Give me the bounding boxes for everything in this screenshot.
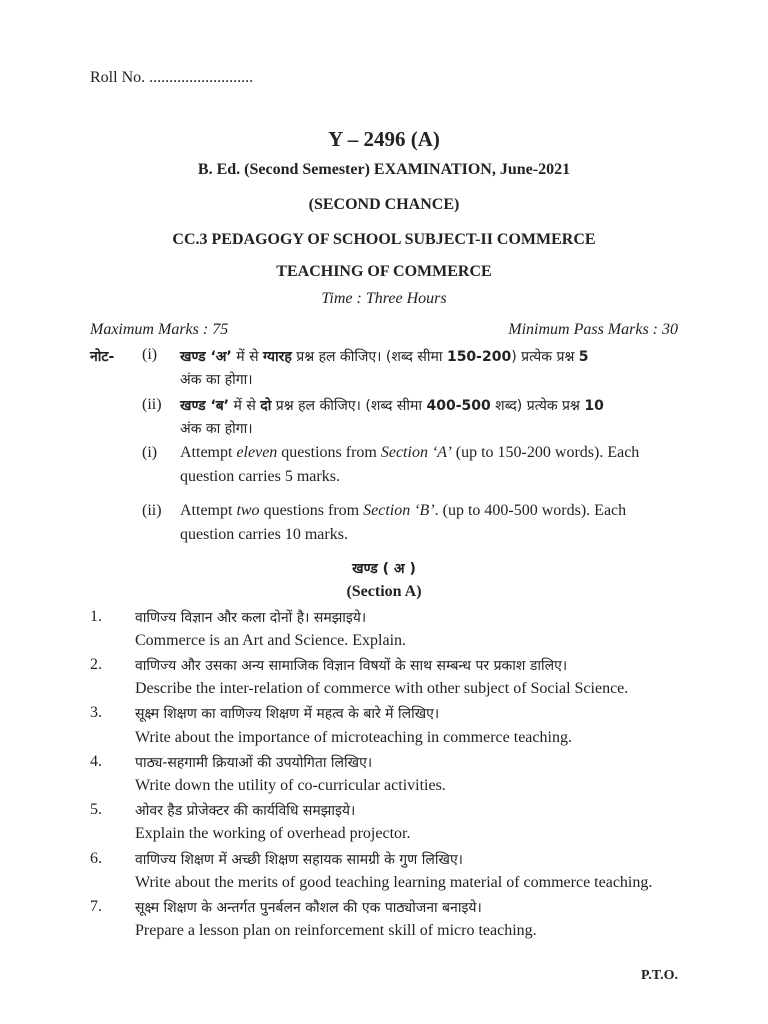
question-7-hindi: सूक्ष्म शिक्षण के अन्तर्गत पुनर्बलन कौशल की एक पाठ्योजना बनाइये। [135,900,482,916]
note-english-1-number: (i) [142,444,158,461]
note-hindi-1-text-run-1: में से [231,349,263,365]
note-hindi-2-text-run-2: दो [260,398,272,414]
time-allowed: Time : Three Hours [321,290,447,307]
minimum-pass-marks: Minimum Pass Marks : 30 [508,321,678,338]
question-1-number: 1. [90,608,102,625]
note-hindi-1-text-run-5: ) प्रत्येक प्रश्न [511,349,579,365]
subject-subtitle: TEACHING OF COMMERCE [276,263,492,280]
question-5-hindi: ओवर हैड प्रोजेक्टर की कार्यविधि समझाइये। [135,803,356,819]
note-hindi-2-text-run-1: में से [229,398,261,414]
question-4-english: Write down the utility of co-curricular activities. [135,777,446,794]
note-english-2-text-run-2: questions from [259,502,364,519]
page-turn-over: P.T.O. [641,968,678,983]
question-3-english: Write about the importance of microteaching in commerce teaching. [135,729,572,746]
note-hindi-1-text-run-4: 150-200 [446,349,512,365]
note-english-2-line2: question carries 10 marks. [180,526,348,543]
note-english-1-text-run-2: questions from [277,444,381,461]
note-english-2-text-run-3: Section ‘B’ [363,502,435,519]
question-1-hindi: वाणिज्य विज्ञान और कला दोनों है। समझाइये। [135,610,367,626]
note-english-1-text-run-1: eleven [236,444,278,461]
question-2-hindi: वाणिज्य और उसका अन्य सामाजिक विज्ञान विषयों के साथ सम्बन्ध पर प्रकाश डालिए। [135,658,568,674]
exam-chance: (SECOND CHANCE) [308,196,460,213]
note-english-2-text-run-4: . (up to 400-500 words). Each [434,502,627,519]
note-english-2-text-run-1: two [236,502,260,519]
note-hindi-1-text-run-6: 5 [578,349,589,365]
note-hindi-2-line2: अंक का होगा। [180,421,253,437]
note-hindi-2-text-run-5: शब्द) प्रत्येक प्रश्न [490,398,585,414]
note-english-1-text [180,444,639,462]
section-heading-hindi: खण्ड ( अ ) [352,561,416,577]
paper-code: Y – 2496 (A) [328,127,440,151]
question-3-hindi: सूक्ष्म शिक्षण का वाणिज्य शिक्षण में महत्व के बारे में लिखिए। [135,706,440,722]
note-hindi-1-text [180,347,589,366]
maximum-marks: Maximum Marks : 75 [90,321,229,338]
note-hindi-2-text-run-6: 10 [584,398,604,414]
note-hindi-2-text-run-3: प्रश्न हल कीजिए। (शब्द सीमा [271,398,427,414]
question-4-number: 4. [90,753,102,770]
note-hindi-1-text-run-0: खण्ड ‘अ’ [180,349,232,365]
note-english-1-text-run-4: (up to 150-200 words). Each [451,444,640,461]
note-hindi-2-text-run-4: 400-500 [426,398,491,414]
note-hindi-1-text-run-2: ग्यारह [263,349,292,365]
question-7-number: 7. [90,898,102,915]
question-6-hindi: वाणिज्य शिक्षण में अच्छी शिक्षण सहायक सामग्री के गुण लिखिए। [135,852,463,868]
note-hindi-2-text-run-0: खण्ड ‘ब’ [180,398,230,414]
question-2-english: Describe the inter-relation of commerce with other subject of Social Science. [135,680,629,697]
note-english-1-line2: question carries 5 marks. [180,468,340,485]
exam-title: B. Ed. (Second Semester) EXAMINATION, June-2021 [197,161,571,178]
note-hindi-1-text-run-3: प्रश्न हल कीजिए। (शब्द सीमा [291,349,447,365]
question-6-number: 6. [90,850,102,867]
question-2-number: 2. [90,656,102,673]
note-hindi-2-number: (ii) [142,396,162,413]
question-1-english: Commerce is an Art and Science. Explain. [135,632,407,649]
note-english-2-text [180,502,626,520]
roll-number: Roll No. .......................... [90,69,254,86]
note-hindi-1-line2: अंक का होगा। [180,372,253,388]
note-english-1-text-run-0: Attempt [180,444,237,461]
question-6-english: Write about the merits of good teaching learning material of commerce teaching. [135,874,653,891]
note-label: नोट- [90,349,115,365]
note-hindi-2-text [180,396,604,415]
question-5-english: Explain the working of overhead projector. [135,825,411,842]
question-4-hindi: पाठ्य-सहगामी क्रियाओं की उपयोगिता लिखिए। [135,755,373,771]
section-heading-english: (Section A) [346,583,422,600]
note-english-2-text-run-0: Attempt [180,502,237,519]
note-english-2-number: (ii) [142,502,162,519]
question-3-number: 3. [90,704,102,721]
note-hindi-1-number: (i) [142,346,158,363]
question-5-number: 5. [90,801,102,818]
note-english-1-text-run-3: Section ‘A’ [380,444,452,461]
question-7-english: Prepare a lesson plan on reinforcement skill of micro teaching. [135,922,537,939]
subject-title: CC.3 PEDAGOGY OF SCHOOL SUBJECT-II COMMERCE [172,231,596,248]
